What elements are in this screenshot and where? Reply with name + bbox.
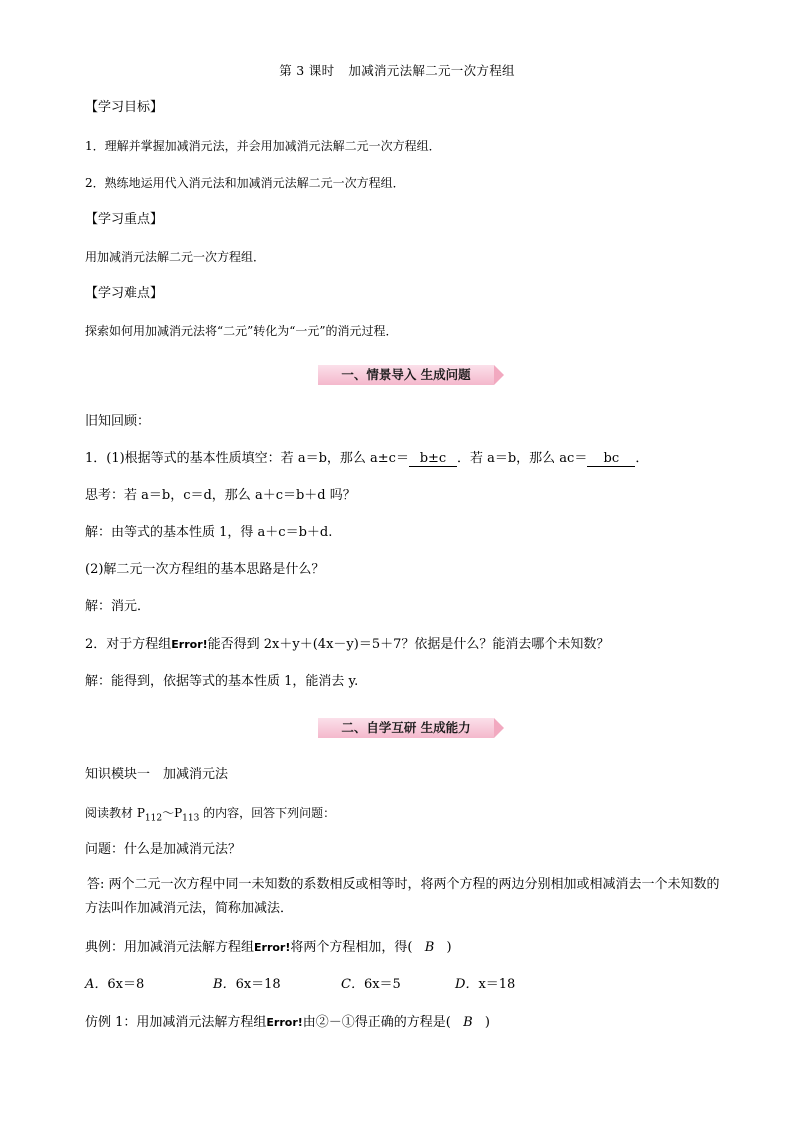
section2-banner-label: 二、自学互研 生成能力 <box>341 720 471 735</box>
reading-instruction <box>85 804 335 827</box>
option-letter: A． <box>85 977 108 992</box>
example-error-ref: Error! <box>254 941 291 954</box>
banner-arrow-icon <box>494 718 504 738</box>
option-d <box>455 976 583 994</box>
example-options <box>85 976 583 994</box>
section2-banner <box>318 718 506 738</box>
q1-prefix: 1．(1)根据等式的基本性质填空：若 a＝b，那么 a±c＝ <box>85 451 409 466</box>
example-question <box>85 939 452 957</box>
q2-suffix: 能否得到 2x＋y＋(4x－y)＝5＋7？依据是什么？能消去哪个未知数？ <box>207 637 610 652</box>
section1-banner <box>318 365 506 385</box>
difficulty-text: 探索如何用加减消元法将“二元”转化为“一元”的消元过程． <box>85 324 398 338</box>
example-prefix: 典例：用加减消元法解方程组 <box>85 940 255 955</box>
imitate-question <box>85 1014 490 1032</box>
banner-arrow-icon <box>494 365 504 385</box>
example-answer: B <box>424 940 435 955</box>
question-1-1 <box>85 450 648 468</box>
think-question: 思考：若 a＝b，c＝d，那么 a＋c＝b＋d 吗？ <box>85 488 356 503</box>
review-label: 旧知回顾： <box>85 414 151 429</box>
imitate-suffix: 由②－①得正确的方程是( <box>302 1015 451 1030</box>
option-text: x＝18 <box>478 977 516 992</box>
difficulty-heading: 【学习难点】 <box>85 286 164 301</box>
read-page-start: 112 <box>144 813 163 824</box>
question-2-answer: 解：能得到，依据等式的基本性质 1，能消去 y. <box>85 674 359 689</box>
option-b <box>213 976 341 994</box>
section1-banner-label: 一、情景导入 生成问题 <box>341 367 471 382</box>
goal-item-1: 1．理解并掌握加减消元法，并会用加减消元法解二元一次方程组． <box>85 139 441 153</box>
option-text: 6x＝5 <box>363 977 401 992</box>
key-text: 用加减消元法解二元一次方程组． <box>85 250 266 264</box>
option-a <box>85 976 213 994</box>
q2-prefix: 2．对于方程组 <box>85 637 172 652</box>
read-suffix: 的内容，回答下列问题： <box>199 806 336 820</box>
option-c <box>341 976 455 994</box>
page-title <box>0 61 794 79</box>
option-letter: D． <box>455 977 479 992</box>
read-page-end: 113 <box>182 813 200 824</box>
module-answer: 答: 两个二元一次方程中同一未知数的系数相反或相等时，将两个方程的两边分别相加或相减消去一个未知数的方法叫作加减消元法，简称加减法． <box>85 877 720 916</box>
question-2 <box>85 636 609 654</box>
imitate-error-ref: Error! <box>266 1016 303 1029</box>
goals-heading: 【学习目标】 <box>85 100 164 115</box>
key-heading: 【学习重点】 <box>85 212 164 227</box>
option-letter: C． <box>341 977 364 992</box>
q1-blank-2: bc <box>587 451 635 467</box>
think-answer: 解：由等式的基本性质 1，得 a＋c＝b＋d. <box>85 525 333 540</box>
option-text: 6x＝8 <box>107 977 145 992</box>
module-question: 问题：什么是加减消元法？ <box>85 842 242 857</box>
read-middle: ～P <box>162 806 183 820</box>
read-prefix: 阅读教材 P <box>85 806 145 820</box>
lesson-number: 第 3 课时 <box>279 63 335 78</box>
option-letter: B． <box>213 977 236 992</box>
q2-error-ref: Error! <box>171 638 208 651</box>
question-1-2: (2)解二元一次方程组的基本思路是什么？ <box>85 562 325 577</box>
q1-blank-1: b±c <box>409 451 457 467</box>
goal-item-2: 2．熟练地运用代入消元法和加减消元法解二元一次方程组． <box>85 176 405 190</box>
option-text: 6x＝18 <box>235 977 281 992</box>
imitate-close: ) <box>484 1015 490 1030</box>
knowledge-module: 知识模块一 加减消元法 <box>85 767 229 782</box>
question-1-2-answer: 解：消元． <box>85 599 151 614</box>
q1-end: ． <box>635 451 649 466</box>
imitate-answer: B <box>463 1015 473 1030</box>
q1-middle: ．若 a＝b，那么 ac＝ <box>456 451 588 466</box>
example-close: ) <box>446 940 452 955</box>
imitate-prefix: 仿例 1：用加减消元法解方程组 <box>85 1015 267 1030</box>
lesson-topic: 加减消元法解二元一次方程组 <box>348 63 515 78</box>
example-suffix: 将两个方程相加，得( <box>290 940 413 955</box>
